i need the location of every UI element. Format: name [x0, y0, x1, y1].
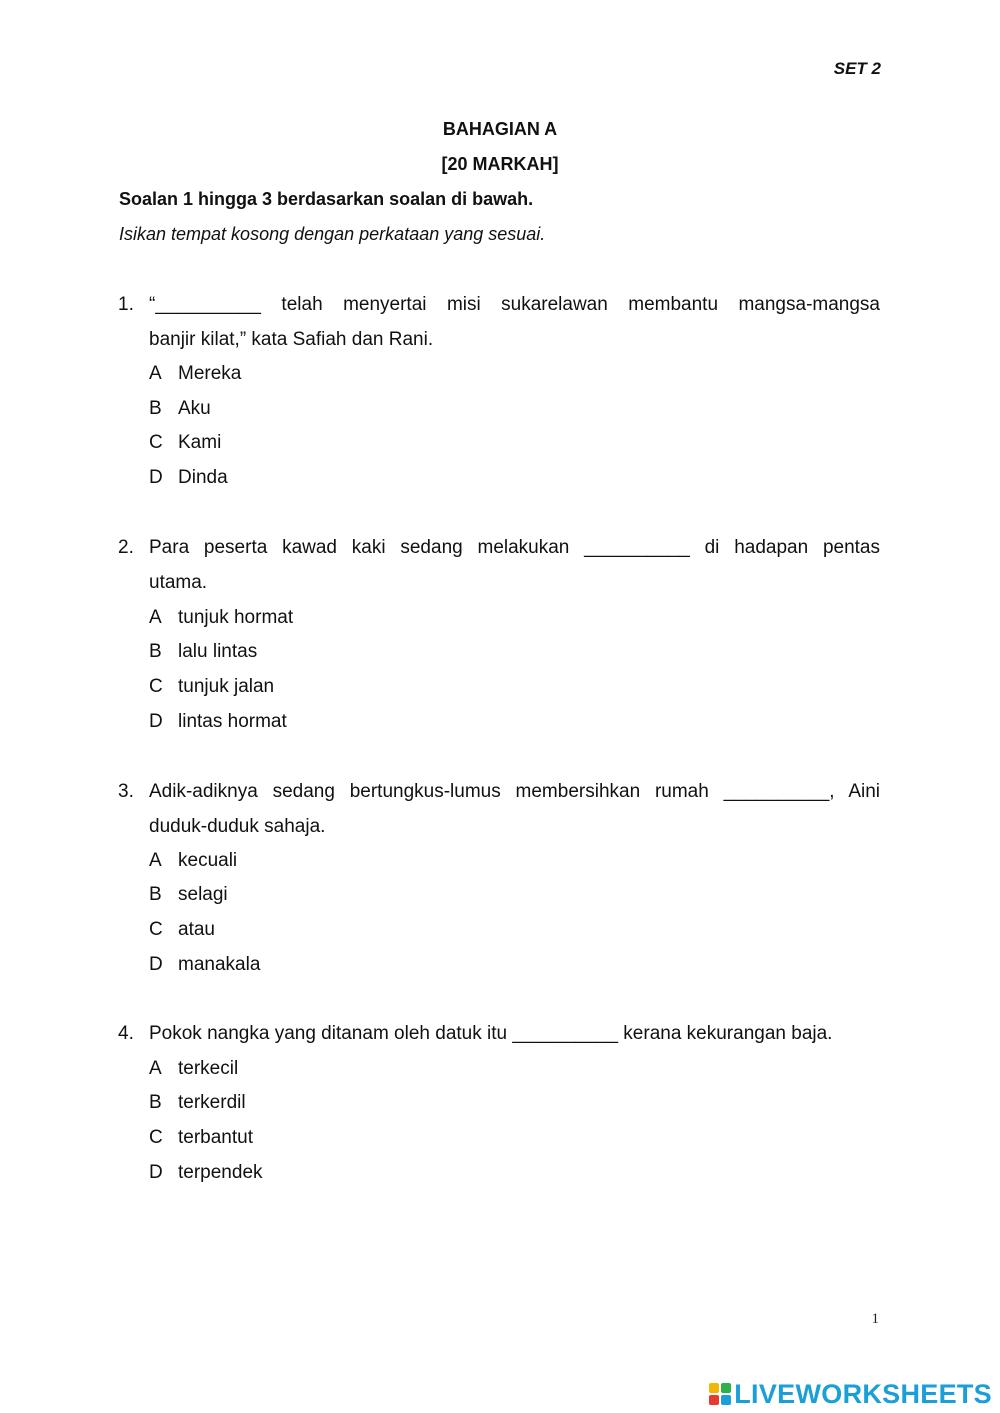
- option-text: Mereka: [178, 363, 242, 384]
- option-letter: A: [149, 1058, 162, 1079]
- question-text-line2: utama.: [149, 572, 208, 593]
- option-text: lalu lintas: [178, 641, 258, 662]
- option-text: tunjuk hormat: [178, 607, 294, 628]
- option-a[interactable]: [149, 1051, 238, 1086]
- option-letter: C: [149, 919, 163, 940]
- question-text-line1: Pokok nangka yang ditanam oleh datuk itu __________ kerana kekurangan baja.: [149, 1023, 833, 1044]
- option-a[interactable]: [149, 843, 237, 878]
- option-text: Kami: [178, 432, 222, 453]
- question-text-line1: “__________ telah menyertai misi sukarelawan membantu mangsa-mangsa: [149, 294, 880, 315]
- option-c[interactable]: [149, 1120, 253, 1155]
- option-text: terkerdil: [178, 1092, 246, 1113]
- option-letter: D: [149, 711, 163, 732]
- section-title: BAHAGIAN A: [442, 119, 558, 139]
- option-d[interactable]: [149, 460, 228, 495]
- instruction-italic: Isikan tempat kosong dengan perkataan yang sesuai.: [119, 224, 546, 244]
- question-number: 2.: [118, 537, 134, 558]
- option-b[interactable]: [149, 634, 257, 669]
- option-letter: C: [149, 1127, 163, 1148]
- option-text: atau: [178, 919, 215, 940]
- option-letter: B: [149, 1092, 162, 1113]
- option-letter: C: [149, 676, 163, 697]
- question-text-line2: duduk-duduk sahaja.: [149, 816, 326, 837]
- icon-tile: [709, 1383, 719, 1393]
- option-b[interactable]: [149, 391, 211, 426]
- marks-label: [20 MARKAH]: [441, 154, 559, 174]
- option-b[interactable]: [149, 1085, 246, 1120]
- option-letter: C: [149, 432, 163, 453]
- option-letter: D: [149, 954, 163, 975]
- option-letter: B: [149, 398, 162, 419]
- option-text: tunjuk jalan: [178, 676, 275, 697]
- option-text: manakala: [178, 954, 261, 975]
- icon-tile: [721, 1395, 731, 1405]
- option-letter: D: [149, 1162, 163, 1183]
- brand-name: LIVEWORKSHEETS: [734, 1378, 992, 1409]
- option-a[interactable]: [149, 356, 241, 391]
- option-d[interactable]: [149, 704, 287, 739]
- option-d[interactable]: [149, 947, 260, 982]
- question-number: 3.: [118, 781, 134, 802]
- option-a[interactable]: [149, 600, 293, 635]
- brand-grid-icon: [709, 1383, 731, 1405]
- option-text: terpendek: [178, 1162, 263, 1183]
- option-letter: A: [149, 607, 162, 628]
- option-letter: A: [149, 850, 162, 871]
- page-number: 1: [871, 1311, 879, 1327]
- option-text: Dinda: [178, 467, 228, 488]
- option-text: selagi: [178, 884, 228, 905]
- question-number: 4.: [118, 1023, 134, 1044]
- option-letter: B: [149, 884, 162, 905]
- option-text: terbantut: [178, 1127, 253, 1148]
- option-b[interactable]: [149, 877, 228, 912]
- liveworksheets-logo[interactable]: [709, 1376, 992, 1412]
- instruction-bold: Soalan 1 hingga 3 berdasarkan soalan di bawah.: [119, 189, 534, 209]
- icon-tile: [709, 1395, 719, 1405]
- question-text-line1: Adik-adiknya sedang bertungkus-lumus membersihkan rumah __________, Aini: [149, 781, 880, 802]
- question-text-line1: Para peserta kawad kaki sedang melakukan __________ di hadapan pentas: [149, 537, 880, 558]
- option-text: lintas hormat: [178, 711, 287, 732]
- set-label: SET 2: [833, 59, 881, 78]
- option-c[interactable]: [149, 669, 274, 704]
- option-c[interactable]: [149, 425, 221, 460]
- option-letter: A: [149, 363, 162, 384]
- question-text-line2: banjir kilat,” kata Safiah dan Rani.: [149, 329, 434, 350]
- option-text: kecuali: [178, 850, 238, 871]
- option-letter: D: [149, 467, 163, 488]
- question-number: 1.: [118, 294, 134, 315]
- option-text: Aku: [178, 398, 211, 419]
- option-d[interactable]: [149, 1155, 263, 1190]
- option-letter: B: [149, 641, 162, 662]
- option-c[interactable]: [149, 912, 215, 947]
- option-text: terkecil: [178, 1058, 239, 1079]
- icon-tile: [721, 1383, 731, 1393]
